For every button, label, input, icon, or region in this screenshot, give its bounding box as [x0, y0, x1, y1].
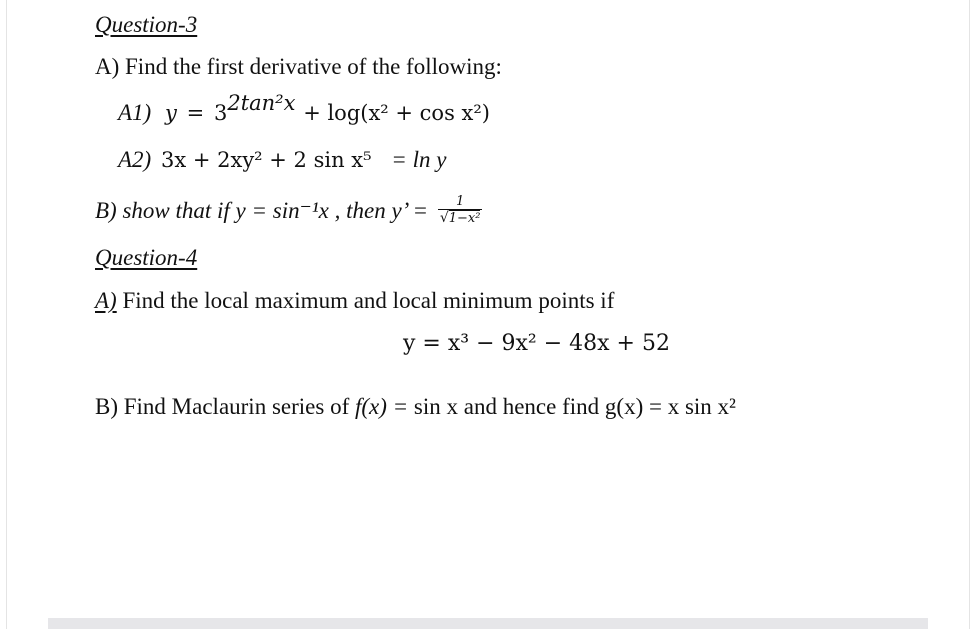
q3-part-b: [95, 196, 482, 229]
q3-a1-base: 3: [213, 101, 228, 125]
q3-a1-exponent: 2tan²x: [227, 91, 296, 116]
sqrt-radicand: 1−x²: [448, 211, 481, 226]
page-border-left: [6, 0, 7, 629]
q4-part-a-text: Find the local maximum and local minimum points if: [116, 288, 615, 313]
sqrt-symbol: √: [439, 210, 449, 226]
q3-a2-label: A2): [118, 147, 152, 172]
q4-part-a-equation: y = x³ − 9x² − 48x + 52: [403, 331, 670, 356]
q3-a2-rhs: = ln y: [391, 147, 447, 172]
q3-a1-rest: + log(x² + cos x²): [303, 101, 490, 125]
q4-f-rhs: sin x: [413, 394, 459, 419]
bottom-scroll-edge: [48, 618, 928, 629]
fraction-denominator: [438, 210, 483, 227]
q4-part-a-letter: A): [95, 288, 117, 313]
q4-part-b-text-2: and hence find: [458, 394, 605, 419]
q3-part-b-text: B) show that if y = sin⁻¹x , then y’ =: [95, 197, 429, 223]
fraction-numerator: 1: [438, 194, 483, 210]
q4-part-b-text-1: B) Find Maclaurin series of: [95, 394, 355, 419]
q3-a2-lhs: 3x + 2xy² + 2 sin x⁵: [160, 148, 372, 172]
q3-part-b-fraction: [438, 194, 483, 227]
question-4-heading: Question-4: [95, 245, 198, 270]
q4-g-expr: g(x) = x sin x²: [604, 394, 736, 419]
page-border-right: [969, 0, 970, 629]
q4-part-b: [95, 393, 736, 421]
q3-a1-equation: [118, 91, 490, 127]
q3-a1-lhs: y: [164, 101, 177, 125]
question-3-heading: Question-3: [95, 12, 198, 37]
q3-part-a-prompt: A) Find the first derivative of the following:: [95, 54, 502, 79]
q4-part-a-prompt: [95, 287, 614, 315]
q3-a1-label: A1): [118, 100, 152, 125]
q3-a2-equation: [118, 146, 446, 174]
q3-a1-equals: =: [186, 101, 205, 125]
q4-f-expr: f(x) =: [354, 394, 414, 419]
